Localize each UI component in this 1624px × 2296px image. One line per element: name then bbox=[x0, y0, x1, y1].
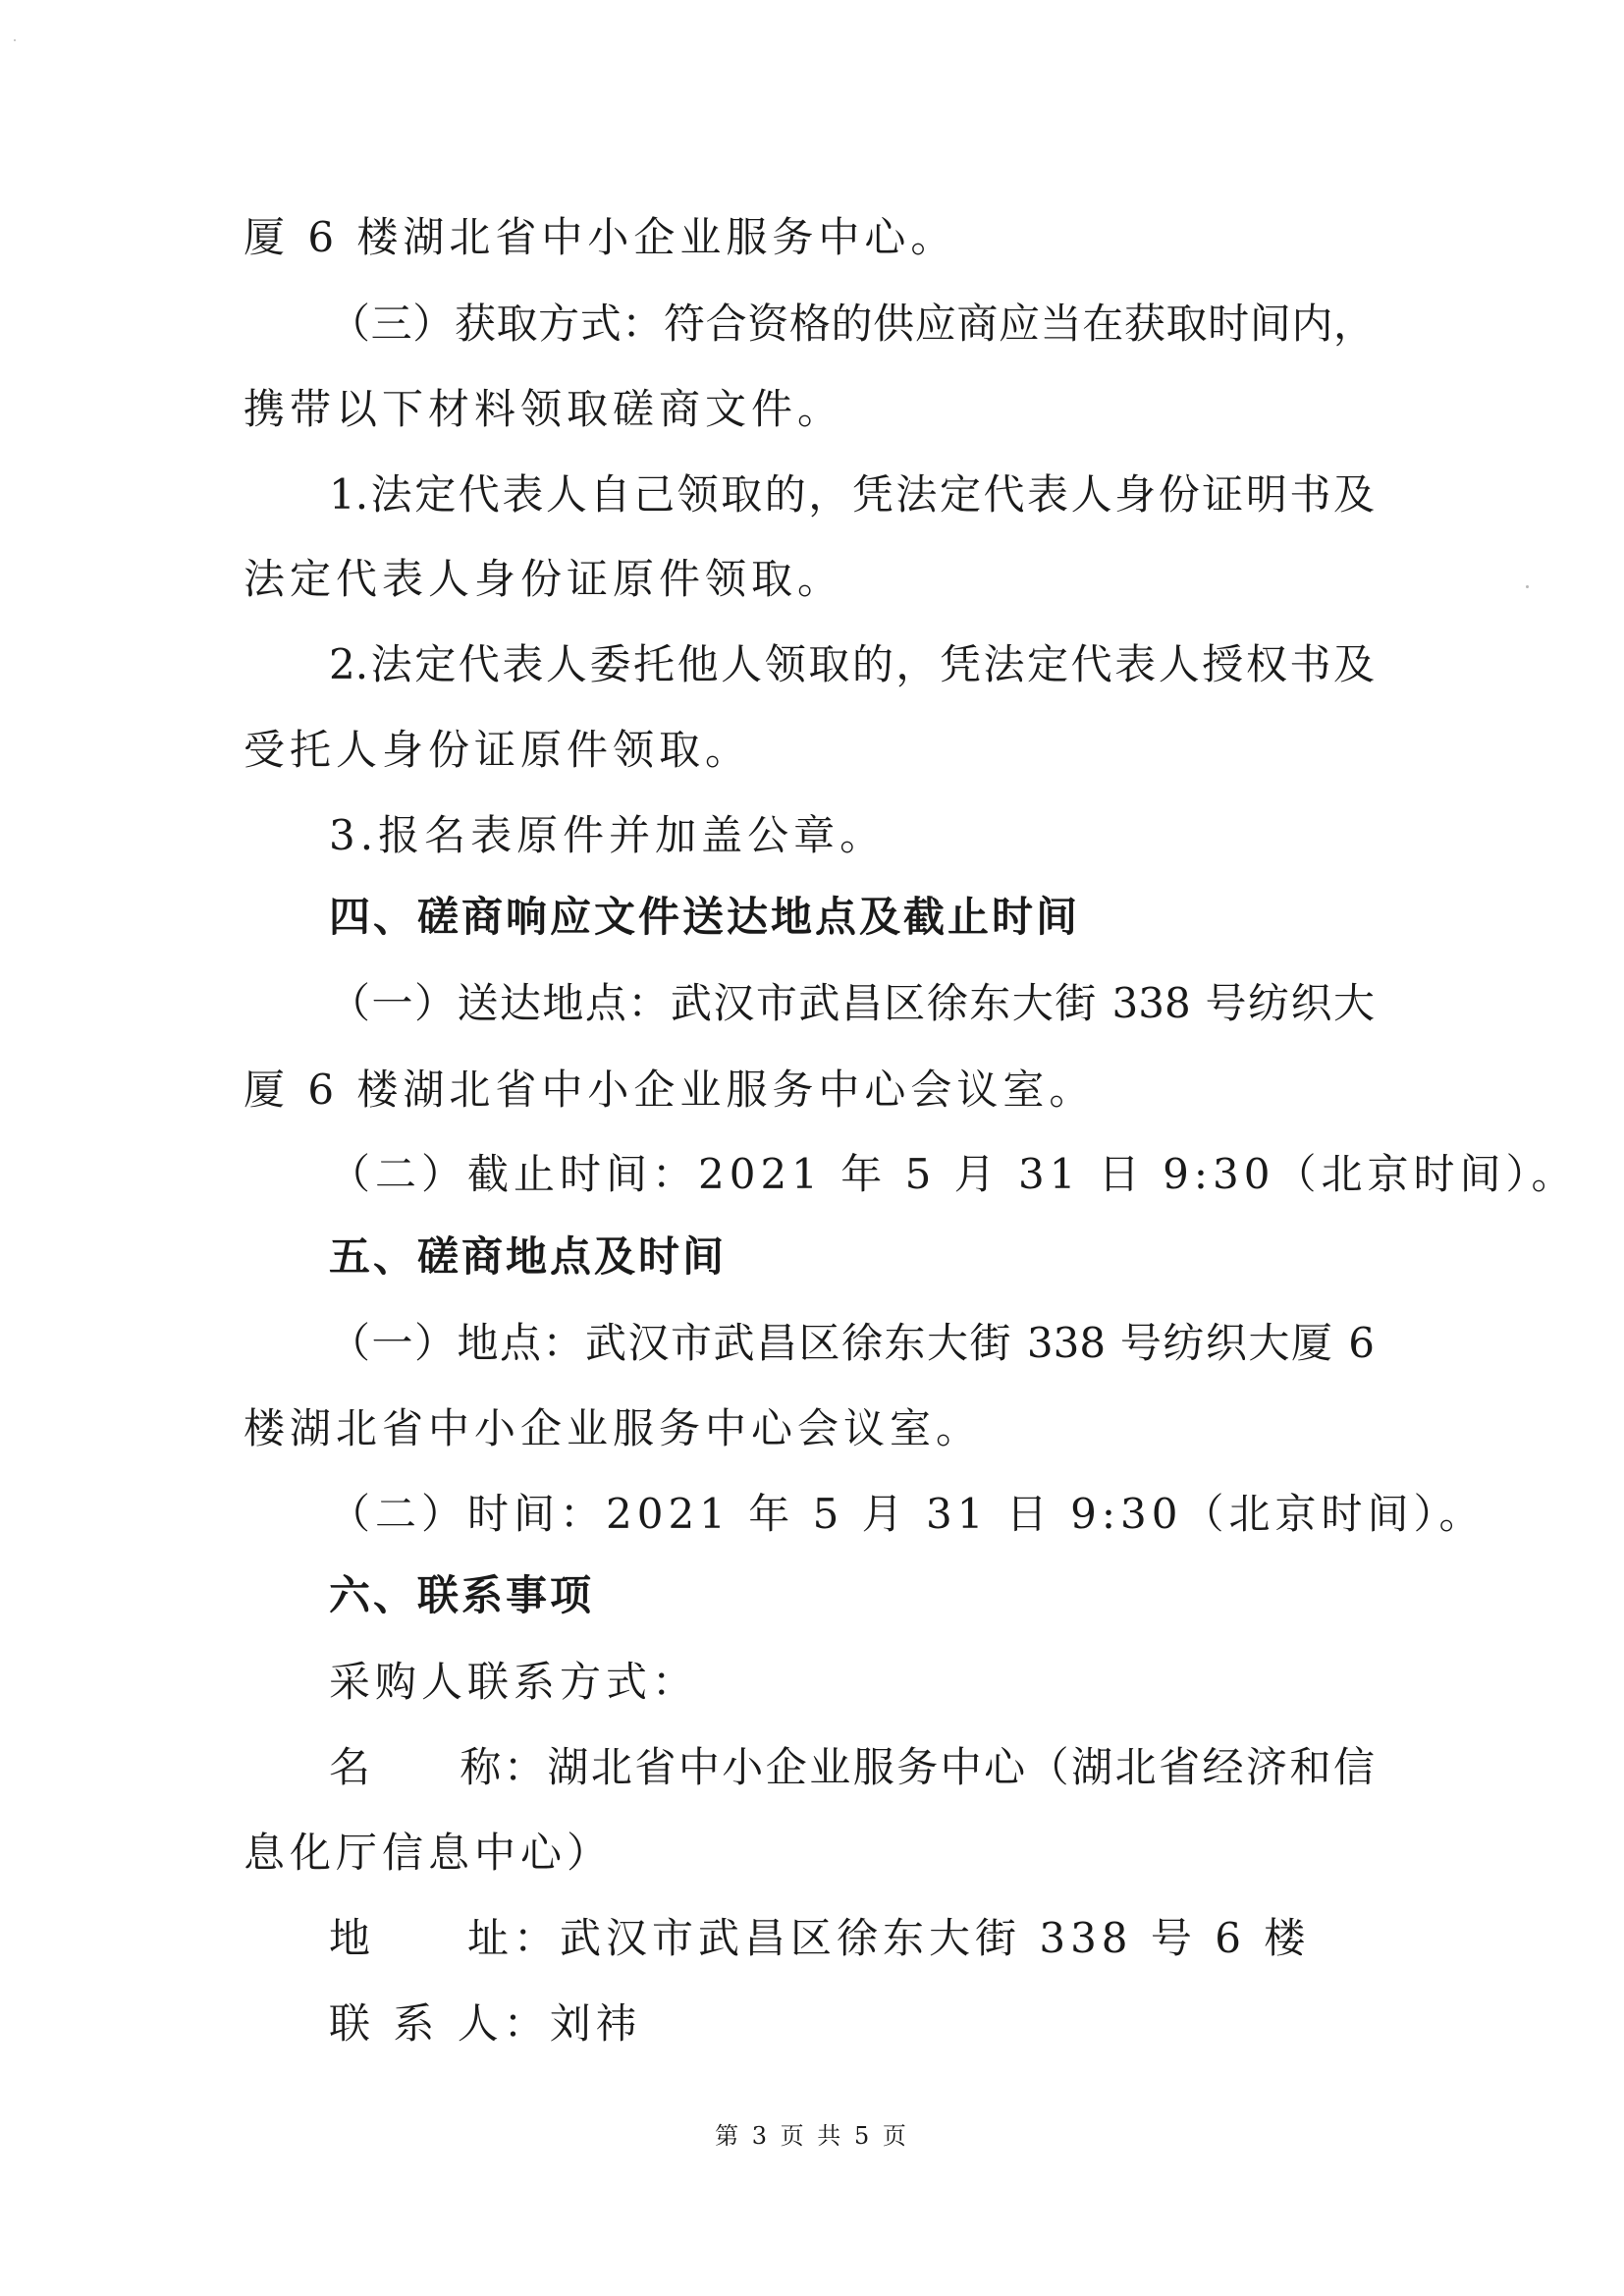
body-line: （二）时间：2021 年 5 月 31 日 9:30（北京时间）。 bbox=[329, 1490, 1486, 1538]
body-line: （三）获取方式：符合资格的供应商应当在获取时间内， bbox=[329, 300, 1375, 348]
scan-speck bbox=[14, 39, 16, 41]
page-footer: 第 3 页 共 5 页 bbox=[715, 2122, 909, 2150]
body-line: 楼湖北省中小企业服务中心会议室。 bbox=[244, 1404, 983, 1452]
body-line: 1.法定代表人自己领取的，凭法定代表人身份证明书及 bbox=[329, 470, 1375, 519]
body-line: （一）地点：武汉市武昌区徐东大街 338 号纺织大厦 6 bbox=[329, 1319, 1375, 1367]
body-line: 2.法定代表人委托他人领取的，凭法定代表人授权书及 bbox=[329, 640, 1375, 688]
body-line: 联 系 人：刘祎 bbox=[329, 1999, 642, 2048]
body-line: 厦 6 楼湖北省中小企业服务中心。 bbox=[244, 213, 957, 261]
body-line: 厦 6 楼湖北省中小企业服务中心会议室。 bbox=[244, 1066, 1096, 1114]
body-line: 名 称：湖北省中小企业服务中心（湖北省经济和信 bbox=[329, 1743, 1375, 1791]
body-line: （二）截止时间：2021 年 5 月 31 日 9:30（北京时间）。 bbox=[329, 1150, 1578, 1198]
body-line: 地 址：武汉市武昌区徐东大街 338 号 6 楼 bbox=[329, 1914, 1311, 1962]
body-line: 受托人身份证原件领取。 bbox=[244, 726, 752, 774]
section-heading: 六、联系事项 bbox=[329, 1571, 595, 1619]
scan-speck bbox=[1526, 585, 1529, 588]
body-line: 携带以下材料领取磋商文件。 bbox=[244, 385, 844, 433]
body-line: 3.报名表原件并加盖公章。 bbox=[329, 811, 887, 859]
body-line: （一）送达地点：武汉市武昌区徐东大街 338 号纺织大 bbox=[329, 979, 1375, 1027]
body-line: 息化厅信息中心） bbox=[244, 1829, 614, 1877]
section-heading: 五、磋商地点及时间 bbox=[329, 1232, 728, 1281]
body-line: 法定代表人身份证原件领取。 bbox=[244, 555, 844, 603]
section-heading: 四、磋商响应文件送达地点及截止时间 bbox=[329, 893, 1081, 941]
body-line: 采购人联系方式： bbox=[329, 1658, 699, 1706]
